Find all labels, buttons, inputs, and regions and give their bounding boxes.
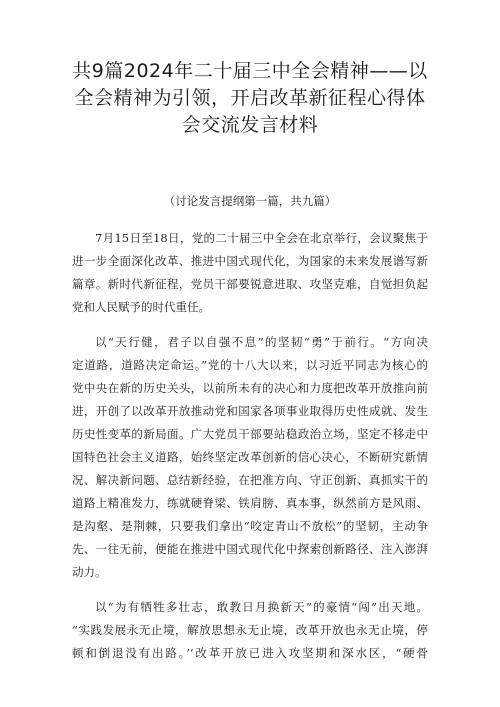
paragraph-line: 是沟壑、是荆棘，只要我们拿出“咬定青山不放松”的坚韧，主动争 bbox=[72, 519, 428, 533]
document-subtitle: （讨论发言提纲第一篇，共九篇） bbox=[163, 194, 337, 208]
paragraph-line: 定道路，道路决定命运。”党的十八大以来，以习近平同志为核心的 bbox=[72, 358, 428, 372]
paragraph-line: 党中央在新的历史关头，以前所未有的决心和力度把改革开放推向前 bbox=[72, 381, 428, 395]
document-body bbox=[72, 227, 428, 665]
title-line: 共9篇2024年二十届三中全会精神——以 bbox=[72, 60, 428, 82]
paragraph-line: 先、一往无前，便能在推进中国式现代化中探索创新路径、注入澎湃 bbox=[72, 542, 428, 556]
title-line: 全会精神为引领，开启改革新征程心得体 bbox=[74, 87, 426, 109]
paragraph bbox=[72, 331, 428, 584]
paragraph-line: 况、解决新问题、总结新经验，在把准方向、守正创新、真抓实干的 bbox=[72, 473, 428, 487]
paragraph-line: 历史性变革的新局面。广大党员干部要站稳政治立场，坚定不移走中 bbox=[72, 427, 428, 441]
paragraph-line: 党和人民赋予的时代重任。 bbox=[72, 300, 210, 314]
paragraph-line: 篇章。新时代新征程，党员干部要锐意进取、攻坚克难，自觉担负起 bbox=[72, 277, 428, 291]
paragraph-line: 进一步全面深化改革、推进中国式现代化，为国家的未来发展谱写新 bbox=[72, 254, 428, 268]
document-title bbox=[72, 58, 428, 139]
paragraph-line: 7月15日至18日，党的二十届三中全会在北京举行，会议聚焦于 bbox=[95, 231, 428, 245]
paragraph bbox=[72, 596, 428, 665]
title-line: 会交流发言材料 bbox=[181, 114, 319, 136]
paragraph-line: 动力。 bbox=[72, 565, 107, 579]
paragraph-line: 国特色社会主义道路，始终坚定改革创新的信心决心，不断研究新情 bbox=[72, 450, 428, 464]
paragraph-line: “实践发展永无止境，解放思想永无止境，改革开放也永无止境，停 bbox=[72, 623, 428, 637]
paragraph-line: 进，开创了以改革开放推动党和国家各项事业取得历史性成就、发生 bbox=[72, 404, 428, 418]
paragraph-line: 顿和倒退没有出路。’‘改革开放已进入攻坚期和深水区，“硬骨 bbox=[72, 646, 428, 660]
paragraph-line: 道路上精准发力，练就硬脊梁、铁肩膀、真本事，纵然前方是风雨、 bbox=[72, 496, 428, 510]
paragraph-line: 以“为有牺牲多壮志，敢教日月换新天”的豪情“闯”出天地。 bbox=[95, 600, 428, 614]
paragraph bbox=[72, 227, 428, 319]
paragraph-line: 以“天行健，君子以自强不息”的坚韧“勇”于前行。“方向决 bbox=[95, 335, 428, 349]
